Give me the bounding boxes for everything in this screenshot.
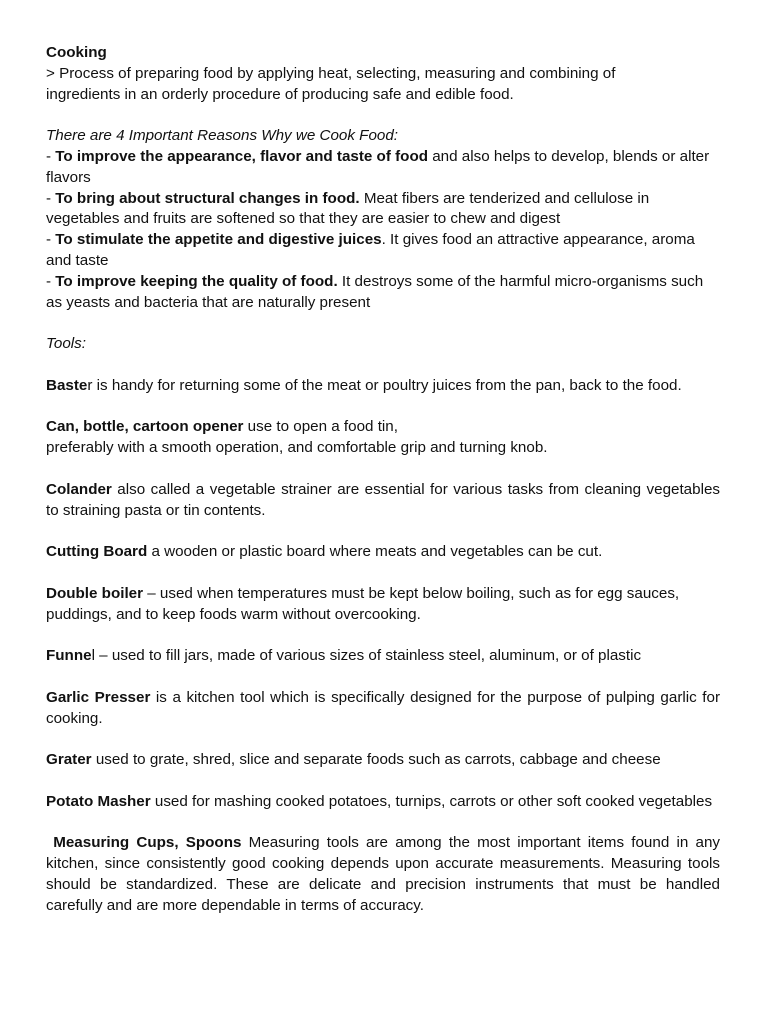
reason-text: . It gives food an attractive appearance, aroma and taste: [46, 231, 695, 269]
spacer: [46, 625, 720, 646]
reasons-intro-text: There are 4 Important Reasons Why we Cook Food:: [46, 127, 399, 145]
reasons-intro: [46, 126, 720, 147]
reason-title: To stimulate the appetite and digestive juices: [55, 231, 382, 249]
tool-cutting-board: [46, 542, 720, 563]
tool-can-opener: [46, 417, 720, 459]
spacer: [46, 313, 720, 334]
spacer: [46, 521, 720, 542]
spacer: [46, 812, 720, 833]
tool-description: also called a vegetable strainer are essential for various tasks from cleaning vegetables to straining pasta or tin contents.: [46, 480, 720, 519]
reason-title: To improve keeping the quality of food.: [55, 272, 338, 290]
reason-text: It destroys some of the harmful micro-organisms such as yeasts and bacteria that are naturally present: [46, 272, 704, 311]
heading-text: Cooking: [46, 44, 107, 61]
reason-title: To improve the appearance, flavor and taste of food: [55, 147, 429, 165]
tool-measuring-cups: [46, 833, 725, 916]
reason-bullet: -: [46, 147, 56, 165]
reason-item: [46, 147, 718, 189]
tool-description: used for mashing cooked potatoes, turnips, carrots or other soft cooked vegetables: [150, 792, 713, 810]
tool-description: a wooden or plastic board where meats and vegetables can be cut.: [147, 543, 603, 561]
tool-garlic-presser: [46, 688, 720, 730]
reason-item: [46, 272, 720, 314]
spacer: [46, 729, 720, 750]
cooking-definition: > Process of preparing food by applying heat, selecting, measuring and combining of ingredients in an orderly procedure of producing safe and edible food.: [46, 64, 616, 103]
reason-bullet: -: [46, 231, 56, 249]
tool-name: Measuring Cups, Spoons: [46, 834, 242, 852]
tools-heading: [46, 334, 720, 355]
tool-name: Grater: [46, 751, 92, 769]
tool-name: Can, bottle, cartoon opener: [46, 418, 244, 436]
spacer: [46, 397, 720, 418]
tool-name: Double boiler: [46, 584, 144, 602]
tool-description: r is handy for returning some of the meat or poultry juices from the pan, back to the food.: [87, 376, 682, 394]
tool-name: Potato Masher: [46, 792, 151, 810]
reason-bullet: -: [46, 272, 56, 290]
tool-description-continued: preferably with a smooth operation, and comfortable grip and turning knob.: [46, 439, 548, 457]
spacer: [46, 667, 720, 688]
reason-bullet: -: [46, 189, 56, 207]
tool-description: used to grate, shred, slice and separate foods such as carrots, cabbage and cheese: [91, 751, 661, 769]
tools-heading-text: Tools:: [46, 335, 86, 353]
spacer: [46, 355, 720, 376]
tool-name: Garlic Presser: [46, 688, 151, 706]
tool-name: Colander: [46, 480, 112, 498]
tool-description: l – used to fill jars, made of various sizes of stainless steel, aluminum, or of plastic: [91, 647, 642, 665]
tool-funnel: [46, 646, 646, 667]
document-page: [46, 43, 725, 916]
section-heading-cooking: [46, 43, 720, 64]
tool-colander: [46, 480, 720, 522]
spacer: [46, 459, 720, 480]
reason-item: [46, 189, 698, 231]
reason-title: To bring about structural changes in food.: [55, 189, 360, 207]
tool-description: is a kitchen tool which is specifically designed for the purpose of pulping garlic for cooking.: [46, 688, 721, 727]
tool-name: Cutting Board: [46, 543, 148, 561]
spacer: [46, 771, 720, 792]
reason-text: and also helps to develop, blends or alter flavors: [46, 147, 710, 186]
tool-description: Measuring tools are among the most important items found in any kitchen, since consistently good cooking depends upon accurate measurements. Measuring tools should be standardized. These are delicate and precision instruments that must be handled carefully and are more dependable in terms of accuracy.: [46, 834, 725, 914]
tool-name: Funne: [46, 647, 92, 665]
tool-double-boiler: [46, 584, 686, 626]
tool-potato-masher: [46, 792, 720, 813]
tool-baster: [46, 376, 720, 397]
spacer: [46, 105, 720, 126]
tool-grater: [46, 750, 720, 771]
reason-item: [46, 230, 706, 272]
tool-name: Baste: [46, 376, 88, 394]
tool-description: use to open a food tin,: [243, 418, 398, 436]
spacer: [46, 563, 720, 584]
reason-text: Meat fibers are tenderized and cellulose in vegetables and fruits are softened so that they are easier to chew and digest: [46, 189, 650, 228]
tool-description: – used when temperatures must be kept below boiling, such as for egg sauces, puddings, and to keep foods warm without overcooking.: [46, 584, 680, 623]
